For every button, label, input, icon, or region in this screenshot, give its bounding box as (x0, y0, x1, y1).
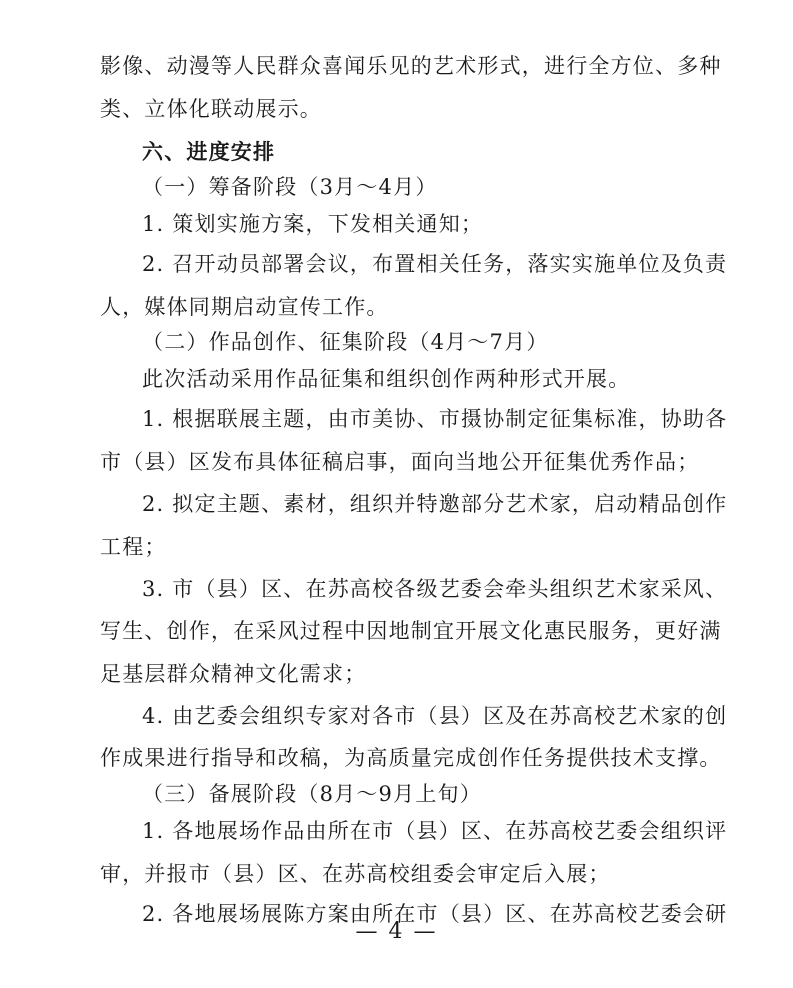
body-line: 市（县）区发布具体征稿启事，面向当地公开征集优秀作品； (100, 450, 700, 474)
list-item: 4. 由艺委会组织专家对各市（县）区及在苏高校艺术家的创 (142, 704, 728, 728)
body-line: 影像、动漫等人民群众喜闻乐见的艺术形式，进行全方位、多种 (100, 54, 722, 78)
body-line: 写生、创作，在采风过程中因地制宜开展文化惠民服务，更好满 (100, 619, 722, 643)
list-item: 2. 召开动员部署会议，布置相关任务，落实实施单位及负责 (142, 252, 728, 276)
subsection-heading: （一）筹备阶段（3月～4月） (142, 175, 438, 199)
body-line: 类、立体化联动展示。 (100, 97, 322, 121)
list-item: 2. 拟定主题、素材，组织并特邀部分艺术家，启动精品创作 (142, 492, 728, 516)
page-number: — 4 — (355, 919, 438, 944)
body-line: 审，并报市（县）区、在苏高校组委会审定后入展； (100, 862, 611, 886)
body-line: 人，媒体同期启动宣传工作。 (100, 295, 389, 319)
list-item: 3. 市（县）区、在苏高校各级艺委会牵头组织艺术家采风、 (142, 577, 728, 601)
section-heading: 六、进度安排 (142, 139, 276, 164)
list-item: 1. 根据联展主题，由市美协、市摄协制定征集标准，协助各 (142, 407, 728, 431)
body-line: 工程； (100, 535, 167, 559)
list-item: 2. 各地展场展陈方案由所在市（县）区、在苏高校艺委会研 (142, 902, 728, 926)
body-line: 此次活动采用作品征集和组织创作两种形式开展。 (142, 367, 631, 391)
list-item: 1. 策划实施方案，下发相关通知； (142, 212, 484, 236)
subsection-heading: （三）备展阶段（8月～9月上旬） (142, 782, 482, 806)
body-line: 足基层群众精神文化需求； (100, 662, 367, 686)
list-item: 1. 各地展场作品由所在市（县）区、在苏高校艺委会组织评 (142, 819, 728, 843)
body-line: 作成果进行指导和改稿，为高质量完成创作任务提供技术支撑。 (100, 746, 722, 770)
subsection-heading: （二）作品创作、征集阶段（4月～7月） (142, 330, 549, 354)
